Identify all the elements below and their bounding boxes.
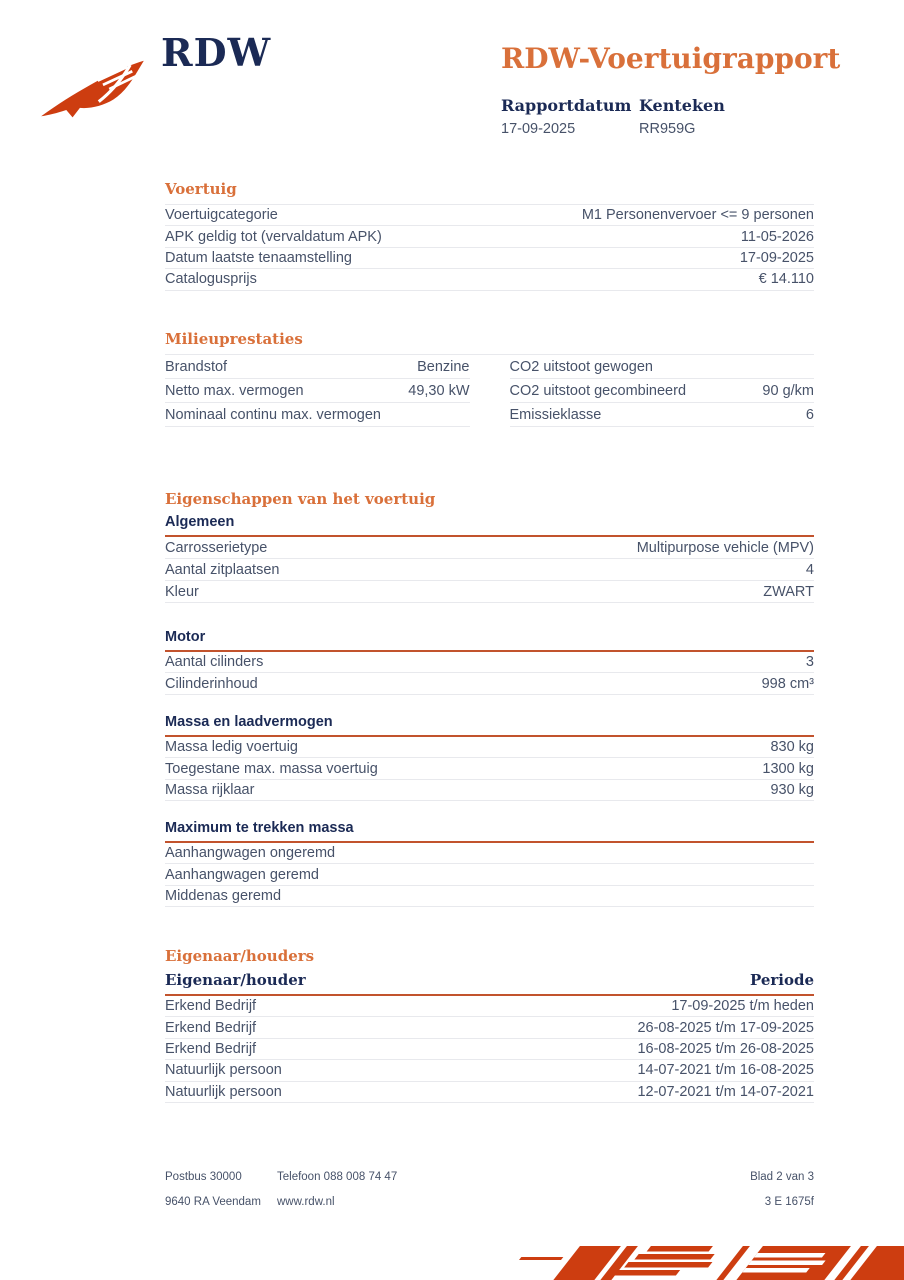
- section-motor: [165, 629, 814, 695]
- table-row: [165, 403, 470, 427]
- section-title-voertuig: Voertuig: [165, 180, 814, 205]
- eigenaar-table-header: [165, 971, 814, 996]
- row-label: Aanhangwagen ongeremd: [165, 845, 336, 862]
- report-date-block: [501, 96, 639, 137]
- table-row: [165, 652, 814, 673]
- row-value: 90 g/km: [762, 382, 814, 399]
- table-row: [165, 205, 814, 226]
- footer-postbus: Postbus 30000: [165, 1171, 242, 1183]
- rdw-stripes-graphic-icon: [509, 1228, 904, 1280]
- table-row: [165, 864, 814, 885]
- row-label: Massa rijklaar: [165, 781, 255, 798]
- row-value: Benzine: [417, 358, 470, 375]
- section-title-eigenaar: Eigenaar/houders: [165, 947, 315, 965]
- row-value: 11-05-2026: [740, 228, 814, 245]
- table-row: [510, 355, 815, 379]
- report-date-value: 17-09-2025: [501, 121, 576, 137]
- row-value: 930 kg: [770, 781, 814, 798]
- table-row: [165, 673, 814, 694]
- footer-row: [165, 1195, 814, 1209]
- footer-doc-code: 3 E 1675f: [764, 1196, 814, 1208]
- row-label: Brandstof: [165, 358, 228, 375]
- column-header-period: Periode: [749, 971, 814, 989]
- row-label: Aantal zitplaatsen: [165, 561, 280, 578]
- row-label: Emissieklasse: [509, 406, 602, 423]
- table-row: [165, 581, 814, 603]
- row-value: 1300 kg: [762, 760, 814, 777]
- row-label: Kleur: [165, 583, 199, 600]
- table-row: [165, 537, 814, 559]
- row-label: Carrosserietype: [165, 539, 268, 556]
- table-row: [165, 737, 814, 758]
- footer-city: 9640 RA Veendam: [165, 1196, 261, 1208]
- rdw-feather-logo-icon: [38, 52, 148, 124]
- owner-cell: Erkend Bedrijf: [165, 1040, 257, 1057]
- row-label: Nominaal continu max. vermogen: [165, 406, 381, 423]
- owner-cell: Natuurlijk persoon: [165, 1083, 282, 1100]
- row-label: Middenas geremd: [165, 887, 282, 904]
- row-label: CO2 uitstoot gecombineerd: [509, 382, 687, 399]
- table-row: [165, 355, 470, 379]
- row-label: CO2 uitstoot gewogen: [509, 358, 653, 375]
- footer-row: [165, 1170, 814, 1184]
- row-label: Toegestane max. massa voertuig: [165, 760, 378, 777]
- row-label: Massa ledig voertuig: [165, 739, 298, 756]
- row-value: 4: [805, 561, 814, 578]
- section-title-milieuprestaties: Milieuprestaties: [165, 330, 814, 355]
- subsection-title-trekken: Maximum te trekken massa: [165, 820, 814, 843]
- row-value: 17-09-2025: [739, 249, 814, 266]
- owner-cell: Natuurlijk persoon: [165, 1062, 282, 1079]
- milieu-columns: [165, 355, 814, 427]
- table-row: [165, 886, 814, 907]
- table-row: [165, 559, 814, 581]
- table-row: [165, 1017, 814, 1038]
- license-plate-value: RR959G: [639, 121, 696, 137]
- row-value: 998 cm³: [761, 675, 814, 692]
- row-label: Aantal cilinders: [165, 654, 264, 671]
- report-meta: [501, 96, 777, 137]
- row-value: € 14.110: [758, 271, 814, 288]
- row-label: APK geldig tot (vervaldatum APK): [165, 228, 382, 245]
- table-row: [165, 1060, 814, 1081]
- subsection-title-massa: Massa en laadvermogen: [165, 714, 814, 737]
- period-cell: 14-07-2021 t/m 16-08-2025: [637, 1062, 814, 1079]
- period-cell: 16-08-2025 t/m 26-08-2025: [637, 1040, 814, 1057]
- period-cell: 12-07-2021 t/m 14-07-2021: [637, 1083, 814, 1100]
- row-label: Voertuigcategorie: [165, 207, 278, 224]
- table-row: [165, 1039, 814, 1060]
- license-plate-label: Kenteken: [639, 96, 725, 115]
- table-row: [165, 226, 814, 247]
- period-cell: 26-08-2025 t/m 17-09-2025: [637, 1019, 814, 1036]
- table-row: [165, 996, 814, 1017]
- page-title: RDW-Voertuigrapport: [501, 42, 841, 75]
- section-trekken: [165, 820, 814, 907]
- section-massa: [165, 714, 814, 801]
- footer-page-number: Blad 2 van 3: [750, 1171, 814, 1183]
- table-row: [510, 403, 815, 427]
- row-value: ZWART: [763, 583, 814, 600]
- table-row: [165, 248, 814, 269]
- owner-cell: Erkend Bedrijf: [165, 998, 257, 1015]
- license-plate-block: [639, 96, 777, 137]
- report-date-label: Rapportdatum: [501, 96, 632, 115]
- subsection-title-algemeen: Algemeen: [165, 514, 814, 537]
- section-eigenaar: [165, 947, 814, 1103]
- section-milieuprestaties: [165, 330, 814, 427]
- row-value: M1 Personenvervoer <= 9 personen: [581, 207, 814, 224]
- row-label: Catalogusprijs: [165, 271, 257, 288]
- row-value: 830 kg: [770, 739, 814, 756]
- page-footer: [165, 1170, 814, 1220]
- row-value: 49,30 kW: [408, 382, 470, 399]
- table-row: [165, 780, 814, 801]
- subsection-title-motor: Motor: [165, 629, 814, 652]
- period-cell: 17-09-2025 t/m heden: [671, 998, 814, 1015]
- row-value: 3: [805, 654, 814, 671]
- section-voertuig: [165, 180, 814, 291]
- footer-phone: Telefoon 088 008 74 47: [277, 1171, 398, 1183]
- row-value: Multipurpose vehicle (MPV): [636, 539, 814, 556]
- column-header-owner: Eigenaar/houder: [165, 971, 306, 989]
- section-eigenschappen: [165, 490, 814, 603]
- row-label: Datum laatste tenaamstelling: [165, 249, 352, 266]
- owner-cell: Erkend Bedrijf: [165, 1019, 257, 1036]
- table-row: [165, 843, 814, 864]
- milieu-left-column: [165, 355, 470, 427]
- footer-website: www.rdw.nl: [277, 1196, 335, 1208]
- row-label: Aanhangwagen geremd: [165, 866, 319, 883]
- section-title-eigenschappen: Eigenschappen van het voertuig: [165, 490, 436, 508]
- row-label: Netto max. vermogen: [165, 382, 304, 399]
- table-row: [510, 379, 815, 403]
- row-value: 6: [805, 406, 814, 423]
- table-row: [165, 379, 470, 403]
- milieu-right-column: [510, 355, 815, 427]
- rdw-logo-text: RDW: [161, 30, 272, 75]
- table-row: [165, 269, 814, 290]
- table-row: [165, 758, 814, 779]
- table-row: [165, 1082, 814, 1103]
- row-label: Cilinderinhoud: [165, 675, 258, 692]
